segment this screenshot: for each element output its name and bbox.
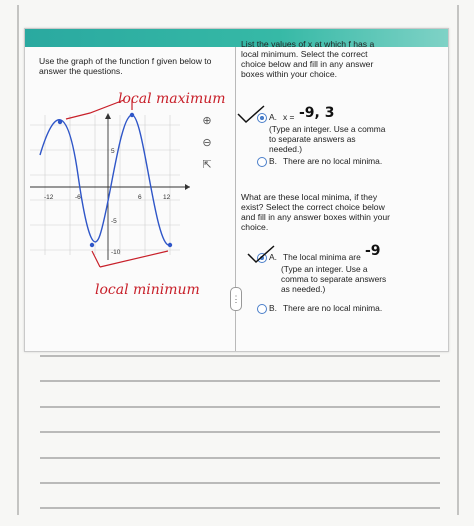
option-2b-text: There are no local minima. — [283, 303, 383, 313]
option-1b-text: There are no local minima. — [283, 156, 383, 166]
checkmark-1 — [236, 104, 266, 126]
y-tick-label: -5 — [111, 218, 117, 225]
question-2: What are these local minima, if they exist? Select the correct choice below and fill in any answer boxes within your choice. — [241, 192, 391, 232]
local-min-point-right — [168, 243, 172, 247]
y-tick-label: -10 — [111, 249, 121, 256]
divider-handle[interactable]: ⋮ — [230, 287, 242, 311]
local-min-point-left — [90, 243, 94, 247]
function-graph — [30, 95, 200, 270]
x-tick-label: 12 — [163, 194, 171, 201]
x-tick-label: -6 — [75, 194, 81, 201]
x-tick-label: 6 — [138, 194, 142, 201]
zoom-in-icon[interactable]: ⊕ — [202, 115, 212, 127]
option-1b-letter: B. — [269, 156, 277, 166]
zoom-out-icon[interactable]: ⊖ — [202, 137, 212, 149]
handwriting-local-maximum: local maximum — [118, 91, 226, 107]
option-2a-answer[interactable]: -9 — [365, 243, 381, 259]
x-tick-label: -12 — [44, 194, 54, 201]
option-2b-letter: B. — [269, 303, 277, 313]
option-2a-text: The local minima are — [283, 252, 361, 262]
option-1a-letter: A. — [269, 112, 277, 122]
option-1b-radio[interactable] — [257, 157, 267, 167]
option-2a-hint: (Type an integer. Use a comma to separate answers as needed.) — [281, 264, 387, 294]
checkmark-2 — [246, 244, 276, 266]
option-1a-hint: (Type an integer. Use a comma to separate answers as needed.) — [269, 124, 386, 154]
option-2a-letter: A. — [269, 252, 277, 262]
expand-icon[interactable]: ⇱ — [202, 159, 212, 171]
function-curve — [40, 115, 170, 245]
option-2b-radio[interactable] — [257, 304, 267, 314]
handwriting-local-minimum: local minimum — [95, 282, 200, 298]
local-max-point-right — [130, 113, 134, 117]
option-1a-answer[interactable]: -9, 3 — [299, 105, 335, 121]
local-max-point-left — [58, 120, 62, 124]
y-tick-label: 5 — [111, 148, 115, 155]
option-1a-prefix: x = — [283, 112, 295, 122]
question-1: List the values of x at which f has a local minimum. Select the correct choice below and fill in any answer boxes within your choice. — [241, 39, 375, 79]
left-question: Use the graph of the function f given below to answer the questions. — [39, 56, 212, 76]
